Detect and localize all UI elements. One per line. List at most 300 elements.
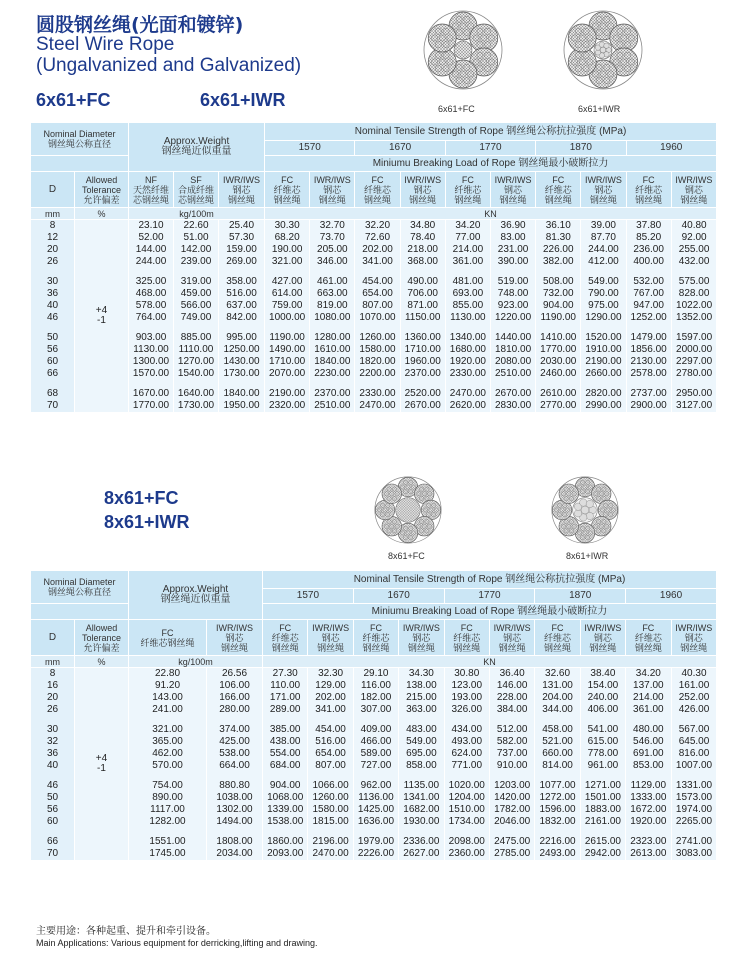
value-cell: 2990.00 xyxy=(581,400,626,412)
value-cell: 1710.00 xyxy=(265,356,310,368)
value-cell: 361.00 xyxy=(626,704,671,716)
value-cell: 468.00 xyxy=(129,288,174,300)
value-cell: 461.00 xyxy=(310,276,355,288)
value-cell: 748.00 xyxy=(490,288,535,300)
value-cell: 2475.00 xyxy=(489,836,534,848)
unit-percent: % xyxy=(75,208,129,220)
header-iwr: IWR/IWS 钢芯 钢丝绳 xyxy=(399,620,444,656)
value-cell: 36.10 xyxy=(536,220,581,233)
value-cell: 693.00 xyxy=(445,288,490,300)
table-row xyxy=(31,704,717,716)
header-iwr: IWR/IWS 钢芯 钢丝绳 xyxy=(400,172,445,208)
value-cell: 759.00 xyxy=(265,300,310,312)
value-cell: 995.00 xyxy=(219,332,265,344)
model-8x61-iwr: 8x61+IWR xyxy=(104,512,190,532)
value-cell: 1271.00 xyxy=(580,780,625,792)
value-cell: 1250.00 xyxy=(219,344,265,356)
value-cell: 341.00 xyxy=(355,256,400,268)
value-cell: 903.00 xyxy=(129,332,174,344)
value-cell: 358.00 xyxy=(219,276,265,288)
value-cell: 706.00 xyxy=(400,288,445,300)
value-cell: 73.70 xyxy=(310,232,355,244)
header-fc: FC 纤维芯 钢丝绳 xyxy=(444,620,489,656)
value-cell: 1331.00 xyxy=(671,780,716,792)
value-cell: 129.00 xyxy=(308,680,353,692)
header-tolerance: Allowed Tolerance 允许偏差 xyxy=(75,620,129,656)
table-row xyxy=(31,220,717,233)
value-cell: 614.00 xyxy=(265,288,310,300)
value-cell: 2493.00 xyxy=(535,848,580,860)
value-cell: 2660.00 xyxy=(581,368,626,380)
value-cell: 231.00 xyxy=(490,244,535,256)
diameter-cell: 56 xyxy=(31,344,75,356)
value-cell: 1203.00 xyxy=(489,780,534,792)
header-weight-iwr: IWR/IWS 钢芯 钢丝绳 xyxy=(207,620,263,656)
table-row xyxy=(31,848,717,860)
value-cell: 490.00 xyxy=(400,276,445,288)
value-cell: 1770.00 xyxy=(536,344,581,356)
value-cell: 319.00 xyxy=(174,276,219,288)
header-fc: FC 纤维芯 钢丝绳 xyxy=(355,172,400,208)
value-cell: 508.00 xyxy=(536,276,581,288)
value-cell: 1670.00 xyxy=(129,388,174,400)
header-nominal-diameter: Nominal Diameter 钢丝绳公称直径 xyxy=(31,571,129,604)
value-cell: 241.00 xyxy=(129,704,207,716)
diameter-cell: 12 xyxy=(31,232,75,244)
value-cell: 131.00 xyxy=(535,680,580,692)
value-cell: 1710.00 xyxy=(400,344,445,356)
header-tolerance: Allowed Tolerance 允许偏差 xyxy=(75,172,129,208)
diameter-cell: 66 xyxy=(31,836,75,848)
table-row xyxy=(31,836,717,848)
value-cell: 1410.00 xyxy=(536,332,581,344)
value-cell: 2034.00 xyxy=(207,848,263,860)
value-cell: 2098.00 xyxy=(444,836,489,848)
value-cell: 2226.00 xyxy=(353,848,398,860)
value-cell: 30.30 xyxy=(265,220,310,233)
value-cell: 2230.00 xyxy=(310,368,355,380)
value-cell: 361.00 xyxy=(445,256,490,268)
value-cell: 2615.00 xyxy=(580,836,625,848)
value-cell: 1573.00 xyxy=(671,792,716,804)
header-approx-weight: Approx.Weight 钢丝绳近似重量 xyxy=(129,123,265,172)
value-cell: 116.00 xyxy=(353,680,398,692)
value-cell: 1352.00 xyxy=(671,312,716,324)
value-cell: 624.00 xyxy=(444,748,489,760)
header-fc: FC 纤维芯 钢丝绳 xyxy=(445,172,490,208)
value-cell: 521.00 xyxy=(535,736,580,748)
value-cell: 790.00 xyxy=(581,288,626,300)
value-cell: 2510.00 xyxy=(490,368,535,380)
table-row xyxy=(31,288,717,300)
value-cell: 2320.00 xyxy=(265,400,310,412)
value-cell: 1815.00 xyxy=(308,816,353,828)
value-cell: 2000.00 xyxy=(671,344,716,356)
header-weight-fc: FC 纤维芯钢丝绳 xyxy=(129,620,207,656)
value-cell: 2900.00 xyxy=(626,400,671,412)
value-cell: 1580.00 xyxy=(308,804,353,816)
value-cell: 1070.00 xyxy=(355,312,400,324)
table-row xyxy=(31,344,717,356)
value-cell: 1856.00 xyxy=(626,344,671,356)
value-cell: 1190.00 xyxy=(265,332,310,344)
value-cell: 2770.00 xyxy=(536,400,581,412)
value-cell: 2950.00 xyxy=(671,388,716,400)
tolerance-cell: +4 -1 xyxy=(75,668,129,861)
rope-6x61-iwr-label: 6x61+IWR xyxy=(578,104,621,114)
value-cell: 1190.00 xyxy=(536,312,581,324)
value-cell: 2130.00 xyxy=(626,356,671,368)
value-cell: 749.00 xyxy=(174,312,219,324)
table-row xyxy=(31,400,717,412)
value-cell: 483.00 xyxy=(399,724,444,736)
grade-1770: 1770 xyxy=(445,141,535,156)
value-cell: 1551.00 xyxy=(129,836,207,848)
value-cell: 22.60 xyxy=(174,220,219,233)
value-cell: 819.00 xyxy=(310,300,355,312)
table-row xyxy=(31,668,717,681)
value-cell: 1204.00 xyxy=(444,792,489,804)
diameter-cell: 16 xyxy=(31,680,75,692)
unit-percent: % xyxy=(75,656,129,668)
value-cell: 1300.00 xyxy=(129,356,174,368)
value-cell: 321.00 xyxy=(265,256,310,268)
value-cell: 1135.00 xyxy=(399,780,444,792)
value-cell: 1272.00 xyxy=(535,792,580,804)
value-cell: 1770.00 xyxy=(129,400,174,412)
value-cell: 29.10 xyxy=(353,668,398,681)
value-cell: 307.00 xyxy=(353,704,398,716)
model-8x61-fc: 8x61+FC xyxy=(104,488,179,508)
value-cell: 51.00 xyxy=(174,232,219,244)
value-cell: 637.00 xyxy=(219,300,265,312)
diameter-cell: 30 xyxy=(31,724,75,736)
value-cell: 480.00 xyxy=(626,724,671,736)
value-cell: 767.00 xyxy=(626,288,671,300)
header-d: D xyxy=(31,620,75,656)
value-cell: 890.00 xyxy=(129,792,207,804)
value-cell: 737.00 xyxy=(489,748,534,760)
value-cell: 236.00 xyxy=(626,244,671,256)
value-cell: 434.00 xyxy=(444,724,489,736)
table-row xyxy=(31,804,717,816)
value-cell: 2080.00 xyxy=(490,356,535,368)
value-cell: 182.00 xyxy=(353,692,398,704)
table-row xyxy=(31,312,717,324)
table-row xyxy=(31,792,717,804)
header-fc: FC 纤维芯 钢丝绳 xyxy=(353,620,398,656)
value-cell: 454.00 xyxy=(308,724,353,736)
table-row xyxy=(31,356,717,368)
header-iwr: IWR/IWS 钢芯 钢丝绳 xyxy=(489,620,534,656)
value-cell: 2780.00 xyxy=(671,368,716,380)
grade-1960: 1960 xyxy=(626,589,717,604)
grade-1870: 1870 xyxy=(535,589,626,604)
value-cell: 855.00 xyxy=(445,300,490,312)
value-cell: 1680.00 xyxy=(445,344,490,356)
value-cell: 1430.00 xyxy=(219,356,265,368)
unit-kg: kg/100m xyxy=(129,656,263,668)
value-cell: 519.00 xyxy=(490,276,535,288)
value-cell: 138.00 xyxy=(399,680,444,692)
value-cell: 567.00 xyxy=(671,724,716,736)
header-breaking-load: Miniumu Breaking Load of Rope 钢丝绳最小破断拉力 xyxy=(265,156,717,172)
value-cell: 2330.00 xyxy=(355,388,400,400)
diameter-cell: 66 xyxy=(31,368,75,380)
value-cell: 438.00 xyxy=(263,736,308,748)
value-cell: 240.00 xyxy=(580,692,625,704)
value-cell: 516.00 xyxy=(308,736,353,748)
value-cell: 427.00 xyxy=(265,276,310,288)
value-cell: 1420.00 xyxy=(489,792,534,804)
value-cell: 771.00 xyxy=(444,760,489,772)
value-cell: 695.00 xyxy=(399,748,444,760)
value-cell: 218.00 xyxy=(400,244,445,256)
value-cell: 2627.00 xyxy=(399,848,444,860)
value-cell: 34.30 xyxy=(399,668,444,681)
value-cell: 1280.00 xyxy=(310,332,355,344)
value-cell: 691.00 xyxy=(626,748,671,760)
value-cell: 2093.00 xyxy=(263,848,308,860)
value-cell: 910.00 xyxy=(489,760,534,772)
value-cell: 554.00 xyxy=(263,748,308,760)
value-cell: 2330.00 xyxy=(445,368,490,380)
value-cell: 1950.00 xyxy=(219,400,265,412)
value-cell: 83.00 xyxy=(490,232,535,244)
value-cell: 384.00 xyxy=(489,704,534,716)
value-cell: 143.00 xyxy=(129,692,207,704)
value-cell: 764.00 xyxy=(129,312,174,324)
diameter-cell: 50 xyxy=(31,792,75,804)
value-cell: 807.00 xyxy=(308,760,353,772)
diameter-cell: 56 xyxy=(31,804,75,816)
diameter-cell: 70 xyxy=(31,848,75,860)
diameter-cell: 46 xyxy=(31,312,75,324)
value-cell: 538.00 xyxy=(207,748,263,760)
value-cell: 2297.00 xyxy=(671,356,716,368)
diameter-cell: 26 xyxy=(31,256,75,268)
value-cell: 1730.00 xyxy=(174,400,219,412)
header-nominal-diameter: Nominal Diameter 钢丝绳公称直径 xyxy=(31,123,129,156)
value-cell: 244.00 xyxy=(129,256,174,268)
table-row xyxy=(31,388,717,400)
value-cell: 255.00 xyxy=(671,244,716,256)
value-cell: 406.00 xyxy=(580,704,625,716)
value-cell: 154.00 xyxy=(580,680,625,692)
value-cell: 1130.00 xyxy=(445,312,490,324)
value-cell: 645.00 xyxy=(671,736,716,748)
value-cell: 2737.00 xyxy=(626,388,671,400)
value-cell: 363.00 xyxy=(399,704,444,716)
diameter-cell: 68 xyxy=(31,388,75,400)
value-cell: 512.00 xyxy=(489,724,534,736)
value-cell: 466.00 xyxy=(353,736,398,748)
value-cell: 1282.00 xyxy=(129,816,207,828)
value-cell: 40.30 xyxy=(671,668,716,681)
diameter-cell: 36 xyxy=(31,288,75,300)
value-cell: 2578.00 xyxy=(626,368,671,380)
header-weight-iwr: IWR/IWS 钢芯 钢丝绳 xyxy=(219,172,265,208)
value-cell: 205.00 xyxy=(310,244,355,256)
value-cell: 1220.00 xyxy=(490,312,535,324)
value-cell: 106.00 xyxy=(207,680,263,692)
value-cell: 923.00 xyxy=(490,300,535,312)
value-cell: 252.00 xyxy=(671,692,716,704)
value-cell: 36.90 xyxy=(490,220,535,233)
rope-6x61-fc-label: 6x61+FC xyxy=(438,104,475,114)
value-cell: 2360.00 xyxy=(444,848,489,860)
table-row xyxy=(31,780,717,792)
value-cell: 1960.00 xyxy=(400,356,445,368)
value-cell: 289.00 xyxy=(263,704,308,716)
value-cell: 2942.00 xyxy=(580,848,625,860)
value-cell: 325.00 xyxy=(129,276,174,288)
value-cell: 1130.00 xyxy=(129,344,174,356)
value-cell: 1745.00 xyxy=(129,848,207,860)
value-cell: 2265.00 xyxy=(671,816,716,828)
header-fc: FC 纤维芯 钢丝绳 xyxy=(626,620,671,656)
value-cell: 68.20 xyxy=(265,232,310,244)
value-cell: 92.00 xyxy=(671,232,716,244)
value-cell: 321.00 xyxy=(129,724,207,736)
value-cell: 193.00 xyxy=(444,692,489,704)
diameter-cell: 20 xyxy=(31,244,75,256)
value-cell: 341.00 xyxy=(308,704,353,716)
header-iwr: IWR/IWS 钢芯 钢丝绳 xyxy=(671,172,716,208)
value-cell: 215.00 xyxy=(399,692,444,704)
value-cell: 1974.00 xyxy=(671,804,716,816)
value-cell: 2070.00 xyxy=(265,368,310,380)
value-cell: 2370.00 xyxy=(400,368,445,380)
value-cell: 814.00 xyxy=(535,760,580,772)
value-cell: 2741.00 xyxy=(671,836,716,848)
value-cell: 778.00 xyxy=(580,748,625,760)
diameter-cell: 8 xyxy=(31,668,75,681)
value-cell: 365.00 xyxy=(129,736,207,748)
value-cell: 904.00 xyxy=(263,780,308,792)
value-cell: 159.00 xyxy=(219,244,265,256)
tolerance-cell: +4 -1 xyxy=(75,220,129,413)
header-approx-weight: Approx.Weight 钢丝绳近似重量 xyxy=(129,571,263,620)
value-cell: 1596.00 xyxy=(535,804,580,816)
value-cell: 239.00 xyxy=(174,256,219,268)
value-cell: 326.00 xyxy=(444,704,489,716)
value-cell: 481.00 xyxy=(445,276,490,288)
table-row xyxy=(31,256,717,268)
value-cell: 1597.00 xyxy=(671,332,716,344)
value-cell: 582.00 xyxy=(489,736,534,748)
value-cell: 2620.00 xyxy=(445,400,490,412)
value-cell: 541.00 xyxy=(580,724,625,736)
value-cell: 23.10 xyxy=(129,220,174,233)
diameter-cell: 50 xyxy=(31,332,75,344)
diameter-cell: 60 xyxy=(31,816,75,828)
value-cell: 1920.00 xyxy=(445,356,490,368)
value-cell: 1930.00 xyxy=(399,816,444,828)
header-tensile-strength: Nominal Tensile Strength of Rope 钢丝绳公称抗拉强度 (MPa) xyxy=(265,123,717,141)
table-row xyxy=(31,244,717,256)
title-en-sub: (Ungalvanized and Galvanized) xyxy=(36,55,302,76)
value-cell: 1910.00 xyxy=(581,344,626,356)
grade-1670: 1670 xyxy=(353,589,444,604)
value-cell: 454.00 xyxy=(355,276,400,288)
value-cell: 280.00 xyxy=(207,704,263,716)
value-cell: 1080.00 xyxy=(310,312,355,324)
value-cell: 1360.00 xyxy=(400,332,445,344)
value-cell: 727.00 xyxy=(353,760,398,772)
value-cell: 77.00 xyxy=(445,232,490,244)
rope-6x61-fc-image xyxy=(423,10,503,90)
value-cell: 1580.00 xyxy=(355,344,400,356)
value-cell: 1501.00 xyxy=(580,792,625,804)
unit-kn: KN xyxy=(265,208,717,220)
header-iwr: IWR/IWS 钢芯 钢丝绳 xyxy=(490,172,535,208)
value-cell: 2610.00 xyxy=(536,388,581,400)
value-cell: 2613.00 xyxy=(626,848,671,860)
value-cell: 1808.00 xyxy=(207,836,263,848)
value-cell: 2670.00 xyxy=(400,400,445,412)
value-cell: 390.00 xyxy=(490,256,535,268)
value-cell: 214.00 xyxy=(445,244,490,256)
value-cell: 816.00 xyxy=(671,748,716,760)
value-cell: 3127.00 xyxy=(671,400,716,412)
value-cell: 123.00 xyxy=(444,680,489,692)
footer-en: Main Applications: Various equipment for derricking,lifting and drawing. xyxy=(36,938,318,948)
value-cell: 214.00 xyxy=(626,692,671,704)
value-cell: 1007.00 xyxy=(671,760,716,772)
value-cell: 660.00 xyxy=(535,748,580,760)
value-cell: 38.40 xyxy=(580,668,625,681)
value-cell: 34.20 xyxy=(445,220,490,233)
value-cell: 2336.00 xyxy=(399,836,444,848)
header-fc: FC 纤维芯 钢丝绳 xyxy=(535,620,580,656)
unit-kn: KN xyxy=(263,656,717,668)
table-row xyxy=(31,692,717,704)
value-cell: 22.80 xyxy=(129,668,207,681)
header-breaking-load: Miniumu Breaking Load of Rope 钢丝绳最小破断拉力 xyxy=(263,604,717,620)
value-cell: 32.30 xyxy=(308,668,353,681)
value-cell: 1022.00 xyxy=(671,300,716,312)
unit-kg: kg/100m xyxy=(129,208,265,220)
value-cell: 1020.00 xyxy=(444,780,489,792)
table-row xyxy=(31,332,717,344)
value-cell: 72.60 xyxy=(355,232,400,244)
footer-cn: 主要用途：各种起重、提升和牵引设备。 xyxy=(36,926,216,937)
value-cell: 962.00 xyxy=(353,780,398,792)
value-cell: 1540.00 xyxy=(174,368,219,380)
value-cell: 1068.00 xyxy=(263,792,308,804)
spec-table-8x61 xyxy=(30,570,717,860)
value-cell: 1734.00 xyxy=(444,816,489,828)
value-cell: 144.00 xyxy=(129,244,174,256)
value-cell: 493.00 xyxy=(444,736,489,748)
value-cell: 1682.00 xyxy=(399,804,444,816)
value-cell: 52.00 xyxy=(129,232,174,244)
value-cell: 1570.00 xyxy=(129,368,174,380)
value-cell: 2470.00 xyxy=(308,848,353,860)
value-cell: 1252.00 xyxy=(626,312,671,324)
value-cell: 426.00 xyxy=(671,704,716,716)
value-cell: 1636.00 xyxy=(353,816,398,828)
value-cell: 36.40 xyxy=(489,668,534,681)
value-cell: 1341.00 xyxy=(399,792,444,804)
value-cell: 3083.00 xyxy=(671,848,716,860)
value-cell: 880.80 xyxy=(207,780,263,792)
value-cell: 2830.00 xyxy=(490,400,535,412)
value-cell: 615.00 xyxy=(580,736,625,748)
value-cell: 1260.00 xyxy=(355,332,400,344)
value-cell: 1883.00 xyxy=(580,804,625,816)
